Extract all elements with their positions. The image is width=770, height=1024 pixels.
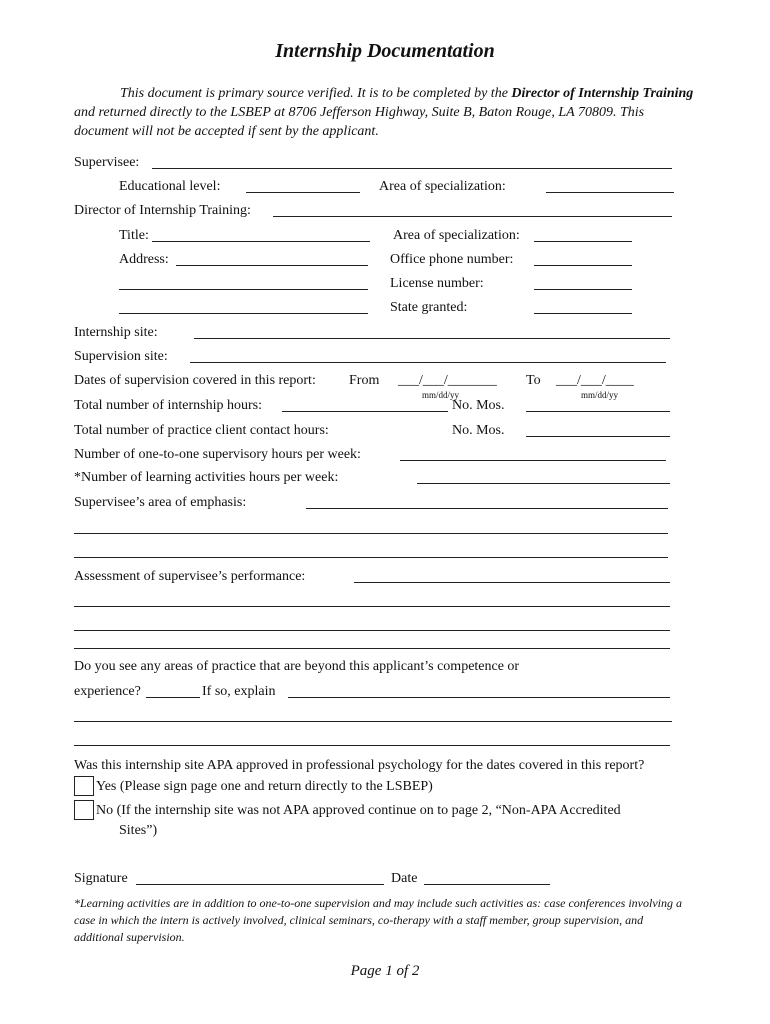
director-field[interactable]	[273, 216, 672, 217]
assessment-line-3[interactable]	[74, 630, 670, 631]
intro-text-2: and returned directly to the LSBEP at 8706 Jefferson Highway, Suite B, Baton Rouge, LA 70809. This document will not be accepted if sent by the applicant.	[74, 105, 645, 139]
no-mos-2-field[interactable]	[526, 436, 670, 437]
emphasis-field[interactable]	[306, 508, 668, 509]
no-mos-1-field[interactable]	[526, 411, 670, 412]
explain-line-3[interactable]	[74, 745, 670, 746]
emphasis-line-3[interactable]	[74, 557, 668, 558]
address-label: Address:	[119, 252, 169, 267]
yes-option-label: Yes (Please sign page one and return directly to the LSBEP)	[96, 779, 433, 794]
experience-label: experience?	[74, 684, 141, 699]
state-granted-label: State granted:	[390, 300, 468, 315]
date-to-field[interactable]: ___/___/____	[556, 373, 634, 388]
office-phone-field[interactable]	[534, 265, 632, 266]
no-option-label: No (If the internship site was not APA approved continue on to page 2, “Non-APA Accredited	[96, 803, 621, 818]
internship-site-label: Internship site:	[74, 325, 158, 340]
internship-site-field[interactable]	[194, 338, 670, 339]
footnote: *Learning activities are in addition to one-to-one supervision and may include such activities as: case conferences involving a case in which the intern is actively involved, clinical seminars, co-therapy with a staff member, group supervision, and additional supervision.	[74, 896, 682, 944]
dates-label: Dates of supervision covered in this report:	[74, 373, 316, 388]
assessment-label: Assessment of supervisee’s performance:	[74, 569, 306, 584]
address-line-3-field[interactable]	[119, 313, 368, 314]
state-granted-field[interactable]	[534, 313, 632, 314]
emphasis-label: Supervisee’s area of emphasis:	[74, 495, 247, 510]
assessment-line-4[interactable]	[74, 648, 670, 649]
explain-line-2[interactable]	[74, 721, 672, 722]
explain-field[interactable]	[288, 697, 670, 698]
to-label: To	[526, 373, 541, 388]
practice-question: Do you see any areas of practice that are beyond this applicant’s competence or	[74, 659, 520, 674]
one-to-one-label: Number of one-to-one supervisory hours per week:	[74, 447, 361, 462]
license-number-label: License number:	[390, 276, 484, 291]
educational-level-label: Educational level:	[119, 179, 221, 194]
area-specialization-label: Area of specialization:	[379, 179, 506, 194]
supervision-site-label: Supervision site:	[74, 349, 168, 364]
no-mos-2-label: No. Mos.	[452, 423, 505, 438]
director-label: Director of Internship Training:	[74, 203, 251, 218]
area-specialization-field[interactable]	[546, 192, 674, 193]
intro-text-1: This document is primary source verified. It is to be completed by the	[120, 86, 512, 101]
supervisee-field[interactable]	[152, 168, 672, 169]
apa-question: Was this internship site APA approved in professional psychology for the dates covered in this report?	[74, 758, 645, 773]
no-option-label-continued: Sites”)	[119, 823, 158, 838]
license-number-field[interactable]	[534, 289, 632, 290]
practice-hours-label: Total number of practice client contact hours:	[74, 423, 329, 438]
emphasis-line-2[interactable]	[74, 533, 668, 534]
assessment-field[interactable]	[354, 582, 670, 583]
total-hours-field[interactable]	[282, 411, 448, 412]
no-checkbox[interactable]	[74, 800, 94, 820]
office-phone-label: Office phone number:	[390, 252, 514, 267]
page-number: Page 1 of 2	[350, 963, 420, 979]
date-field[interactable]	[424, 884, 550, 885]
address-line-2-field[interactable]	[119, 289, 368, 290]
assessment-line-2[interactable]	[74, 606, 670, 607]
intro-paragraph	[74, 84, 694, 141]
intro-bold: Director of Internship Training	[511, 86, 694, 101]
date-to-hint: mm/dd/yy	[581, 390, 619, 400]
if-so-label: If so, explain	[202, 684, 276, 699]
educational-level-field[interactable]	[246, 192, 360, 193]
one-to-one-field[interactable]	[400, 460, 666, 461]
date-from-hint: mm/dd/yy	[422, 390, 460, 400]
from-label: From	[349, 373, 380, 388]
supervisee-label: Supervisee:	[74, 155, 140, 170]
address-field[interactable]	[176, 265, 368, 266]
document-title: Internship Documentation	[275, 40, 495, 62]
area-specialization2-field[interactable]	[534, 241, 632, 242]
learning-field[interactable]	[417, 483, 670, 484]
title-field[interactable]	[152, 241, 370, 242]
signature-label: Signature	[74, 871, 128, 886]
title-label: Title:	[119, 228, 149, 243]
learning-label: *Number of learning activities hours per week:	[74, 470, 339, 485]
no-mos-1-label: No. Mos.	[452, 398, 505, 413]
supervision-site-field[interactable]	[190, 362, 666, 363]
date-from-field[interactable]: ___/___/_______	[398, 373, 497, 388]
date-label: Date	[391, 871, 418, 886]
area-specialization2-label: Area of specialization:	[393, 228, 520, 243]
yes-checkbox[interactable]	[74, 776, 94, 796]
signature-field[interactable]	[136, 884, 384, 885]
total-hours-label: Total number of internship hours:	[74, 398, 262, 413]
experience-answer-field[interactable]	[146, 697, 200, 698]
